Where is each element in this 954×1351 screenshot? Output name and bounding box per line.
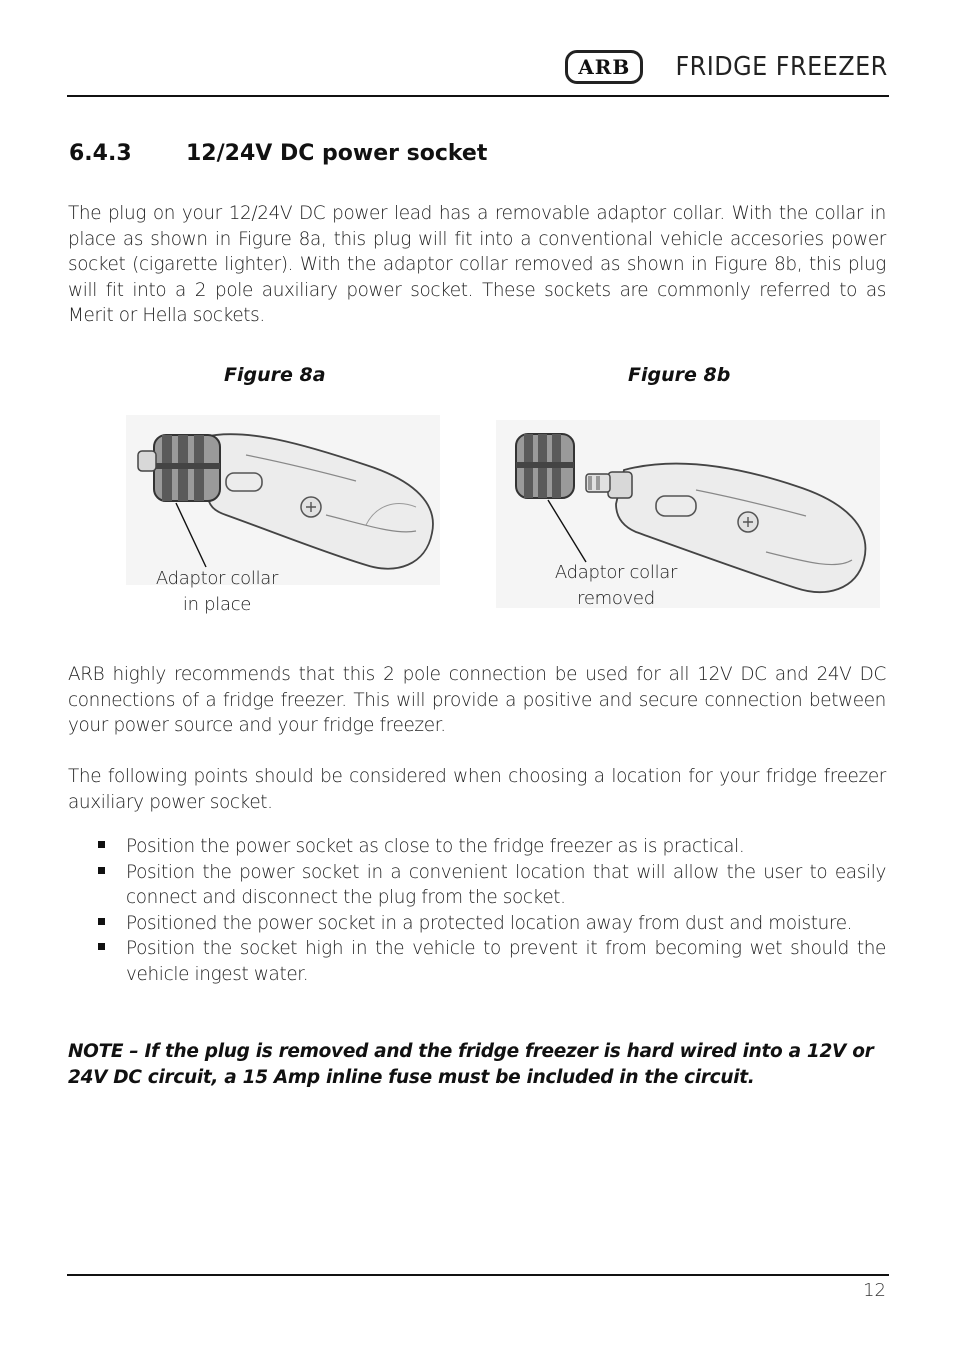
section-title: 12/24V DC power socket	[186, 141, 488, 166]
section-heading	[69, 141, 487, 166]
list-item	[96, 936, 886, 987]
bullet-square-icon	[98, 943, 105, 950]
figure-8a-caption: Figure 8a	[224, 364, 326, 386]
bullet-square-icon	[98, 841, 105, 848]
header-divider	[67, 95, 889, 97]
points-intro-paragraph: The following points should be considered when choosing a location for your fridge freezer auxiliary power socket.	[68, 766, 886, 813]
figure-8b-caption: Figure 8b	[628, 364, 731, 386]
intro-paragraph: The plug on your 12/24V DC power lead has a removable adaptor collar. With the collar in place as shown in Figure 8a, this plug will fit into a conventional vehicle accesories power socket (cigarette lighter). With the adaptor collar removed as shown in Figure 8b, this plug will fit into a 2 pole auxiliary power socket. These sockets are commonly referred to as Merit or Hella sockets.	[68, 203, 886, 326]
list-item-text: Position the power socket in a convenient location that will allow the user to easily connect and disconnect the plug from the socket.	[126, 861, 886, 908]
figure-8a-callout-line2: in place	[182, 594, 252, 615]
figure-8a-callout-line1: Adaptor collar	[155, 568, 279, 589]
figure-8b-callout-line2: removed	[577, 588, 655, 609]
list-item-text: Position the power socket as close to the fridge freezer as is practical.	[126, 836, 745, 857]
figure-8a-callout	[140, 566, 294, 618]
header-title: FRIDGE FREEZER	[675, 52, 888, 82]
list-item-text: Position the socket high in the vehicle to prevent it from becoming wet should the vehicle ingest water.	[126, 938, 886, 985]
section-number: 6.4.3	[69, 141, 132, 166]
location-points-list	[96, 834, 886, 987]
bullet-square-icon	[98, 918, 105, 925]
list-item-text: Positioned the power socket in a protected location away from dust and moisture.	[126, 912, 853, 934]
figure-8b-callout-line1: Adaptor collar	[554, 562, 678, 583]
page-number: 12	[863, 1280, 886, 1301]
recommendation-paragraph: ARB highly recommends that this 2 pole connection be used for all 12V DC and 24V DC connections of a fridge freezer. This will provide a positive and secure connection between your power source and your fridge freezer.	[68, 664, 886, 736]
page-header	[67, 44, 888, 96]
arb-fridge-freezer-logo	[565, 50, 888, 84]
bullet-square-icon	[98, 867, 105, 874]
figure-8a-plug-with-collar-illustration	[126, 415, 440, 585]
arb-logo-text: ARB	[578, 55, 631, 79]
list-item	[96, 834, 886, 860]
list-item	[96, 860, 886, 911]
list-item	[96, 911, 886, 937]
footer-divider	[67, 1274, 889, 1276]
arb-logo-badge	[565, 50, 643, 84]
figure-8b-callout	[538, 560, 694, 612]
fuse-note: NOTE – If the plug is removed and the fridge freezer is hard wired into a 12V or 24V DC circuit, a 15 Amp inline fuse must be included in the circuit.	[68, 1041, 874, 1088]
